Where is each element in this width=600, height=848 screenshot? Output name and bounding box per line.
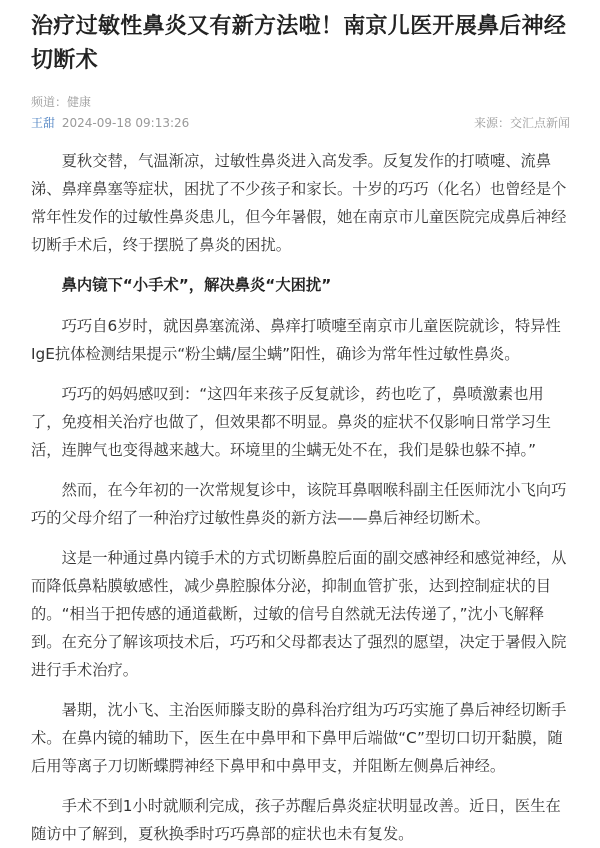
paragraph: 巧巧的妈妈感叹到：“这四年来孩子反复就诊，药也吃了，鼻喷激素也用了，免疫相关治疗也做了，但效果都不明显。鼻炎的症状不仅影响日常学习生活，连脾气也变得越来越大。环境里的尘螨无处不在，我们是躲也躲不掉。” [31, 385, 552, 459]
channel-line [31, 94, 570, 110]
channel-label: 频道： [31, 95, 68, 109]
publish-time: 2024-09-18 09:13:26 [61, 116, 190, 130]
paragraph: 手术不到1小时就顺利完成，孩子苏醒后鼻炎症状明显改善。近日，医生在随访中了解到，夏秋换季时巧巧鼻部的症状也未有复发。 [31, 797, 561, 843]
byline [31, 114, 570, 132]
article-title: 治疗过敏性鼻炎又有新方法啦！南京儿医开展鼻后神经切断术 [31, 14, 567, 73]
source-value: 交汇点新闻 [509, 116, 570, 130]
paragraph: 暑期，沈小飞、主治医师滕支盼的鼻科治疗组为巧巧实施了鼻后神经切断手术。在鼻内镜的辅助下，医生在中鼻甲和下鼻甲后端做“C”型切口切开黏膜，随后用等离子刀切断蝶腭神经下鼻甲和中鼻甲支，并阻断左侧鼻后神经。 [31, 701, 567, 775]
paragraph: 这是一种通过鼻内镜手术的方式切断鼻腔后面的副交感神经和感觉神经，从而降低鼻粘膜敏感性，减少鼻腔腺体分泌，抑制血管扩张，达到控制症状的目的。“相当于把传感的通道截断，过敏的信号自然就无法传递了，”沈小飞解释到。在充分了解该项技术后，巧巧和父母都表达了强烈的愿望，决定于暑假入院进行手术治疗。 [31, 549, 567, 679]
section-heading: 鼻内镜下“小手术”，解决鼻炎“大困扰” [61, 276, 332, 294]
article-body [31, 147, 570, 848]
channel-value[interactable]: 健康 [67, 95, 92, 109]
paragraph: 夏秋交替，气温渐凉，过敏性鼻炎进入高发季。反复发作的打喷嚏、流鼻涕、鼻痒鼻塞等症状，困扰了不少孩子和家长。十岁的巧巧（化名）也曾经是个常年性发作的过敏性鼻炎患儿，但今年暑假，她在南京市儿童医院完成鼻后神经切断手术后，终于摆脱了鼻炎的困扰。 [31, 152, 567, 254]
author-time [31, 114, 189, 132]
source-label: 来源： [473, 116, 510, 130]
paragraph: 巧巧自6岁时，就因鼻塞流涕、鼻痒打喷嚏至南京市儿童医院就诊，特异性IgE抗体检测结果提示“粉尘螨/屋尘螨”阳性，确诊为常年性过敏性鼻炎。 [31, 317, 561, 363]
author-link[interactable]: 王甜 [31, 116, 56, 130]
paragraph: 然而，在今年初的一次常规复诊中，该院耳鼻咽喉科副主任医师沈小飞向巧巧的父母介绍了一种治疗过敏性鼻炎的新方法——鼻后神经切断术。 [31, 481, 567, 527]
source [474, 114, 570, 132]
